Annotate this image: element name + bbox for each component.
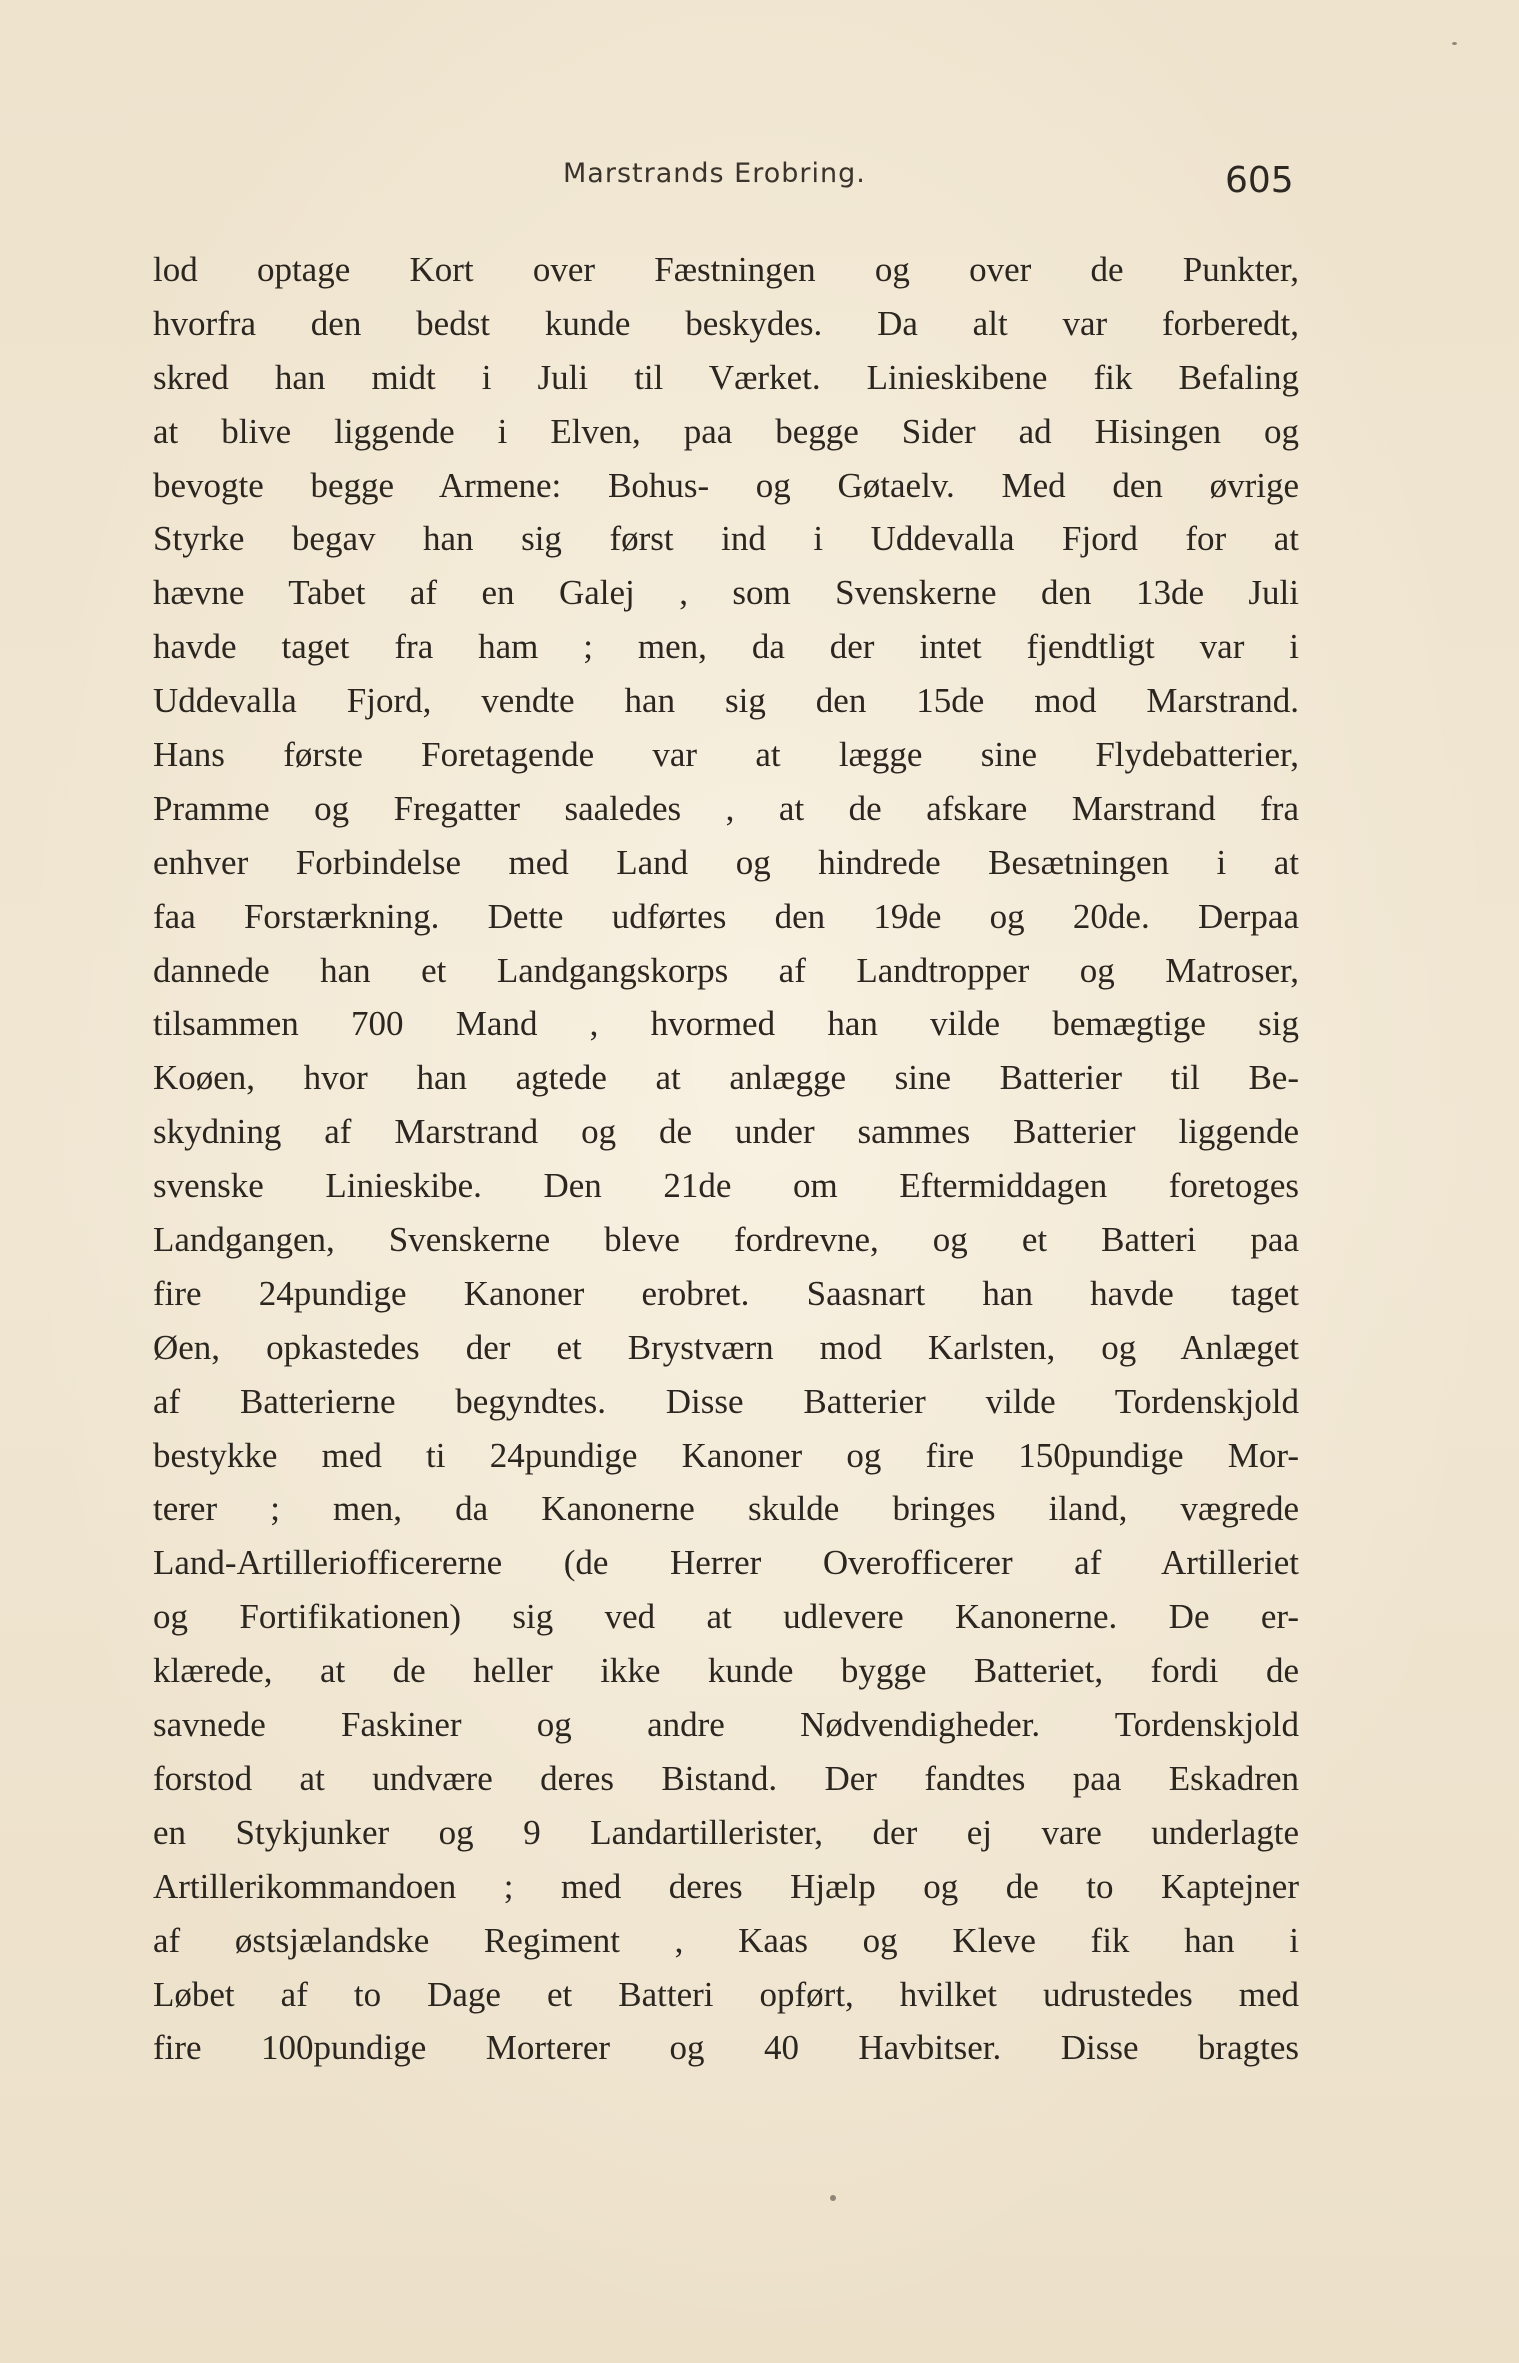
- text-line: savnede Faskiner og andre Nødvendigheder. Tordenskjold: [153, 1705, 1299, 1745]
- text-line: hævne Tabet af en Galej , som Svenskerne den 13de Juli: [153, 573, 1299, 613]
- paper-speck: [830, 2195, 836, 2201]
- text-line: fire 24pundige Kanoner erobret. Saasnart han havde taget: [153, 1273, 1299, 1313]
- paper-speck: [1452, 42, 1457, 45]
- text-line: af Batterierne begyndtes. Disse Batterier vilde Tordenskjold: [153, 1381, 1299, 1421]
- text-line: tilsammen 700 Mand , hvormed han vilde bemægtige sig: [153, 1004, 1299, 1044]
- text-line: Øen, opkastedes der et Brystværn mod Karlsten, og Anlæget: [153, 1327, 1299, 1367]
- text-line: hvorfra den bedst kunde beskydes. Da alt var forberedt,: [153, 303, 1299, 343]
- body-text: [153, 243, 1299, 2075]
- text-line: havde taget fra ham ; men, da der intet fjendtligt var i: [153, 627, 1299, 667]
- text-line: forstod at undvære deres Bistand. Der fandtes paa Eskadren: [153, 1758, 1299, 1798]
- page-number: 605: [1225, 160, 1294, 201]
- text-line: af østsjælandske Regiment , Kaas og Kleve fik han i: [153, 1920, 1299, 1960]
- text-line: at blive liggende i Elven, paa begge Sider ad Hisingen og: [153, 411, 1299, 451]
- text-line: Koøen, hvor han agtede at anlægge sine Batterier til Be-: [153, 1058, 1299, 1098]
- text-line: bestykke med ti 24pundige Kanoner og fire 150pundige Mor-: [153, 1435, 1299, 1475]
- text-line: Hans første Foretagende var at lægge sine Flydebatterier,: [153, 735, 1299, 775]
- text-line: terer ; men, da Kanonerne skulde bringes iland, vægrede: [153, 1489, 1299, 1529]
- text-line: Løbet af to Dage et Batteri opført, hvilket udrustedes med: [153, 1974, 1299, 2014]
- text-line: Styrke begav han sig først ind i Uddevalla Fjord for at: [153, 519, 1299, 559]
- text-line: skydning af Marstrand og de under sammes Batterier liggende: [153, 1112, 1299, 1152]
- text-line: Artillerikommandoen ; med deres Hjælp og de to Kaptejner: [153, 1866, 1299, 1906]
- text-line: Pramme og Fregatter saaledes , at de afskare Marstrand fra: [153, 788, 1299, 828]
- text-line: og Fortifikationen) sig ved at udlevere Kanonerne. De er-: [153, 1597, 1299, 1637]
- text-line: fire 100pundige Morterer og 40 Havbitser. Disse bragtes: [153, 2028, 1299, 2068]
- text-line: en Stykjunker og 9 Landartillerister, der ej vare underlagte: [153, 1812, 1299, 1852]
- text-line: faa Forstærkning. Dette udførtes den 19de og 20de. Derpaa: [153, 896, 1299, 936]
- text-line: enhver Forbindelse med Land og hindrede Besætningen i at: [153, 842, 1299, 882]
- text-line: dannede han et Landgangskorps af Landtropper og Matroser,: [153, 950, 1299, 990]
- running-head: Marstrands Erobring.: [563, 158, 866, 189]
- text-line: klærede, at de heller ikke kunde bygge Batteriet, fordi de: [153, 1651, 1299, 1691]
- text-line: lod optage Kort over Fæstningen og over de Punkter,: [153, 250, 1299, 289]
- text-line: Uddevalla Fjord, vendte han sig den 15de mod Marstrand.: [153, 681, 1299, 721]
- text-line: svenske Linieskibe. Den 21de om Eftermiddagen foretoges: [153, 1166, 1299, 1206]
- text-line: bevogte begge Armene: Bohus- og Gøtaelv. Med den øvrige: [153, 465, 1299, 505]
- text-line: Land-Artilleriofficererne (de Herrer Overofficerer af Artilleriet: [153, 1543, 1299, 1583]
- text-line: skred han midt i Juli til Værket. Linieskibene fik Befaling: [153, 357, 1299, 397]
- text-line: Landgangen, Svenskerne bleve fordrevne, og et Batteri paa: [153, 1220, 1299, 1260]
